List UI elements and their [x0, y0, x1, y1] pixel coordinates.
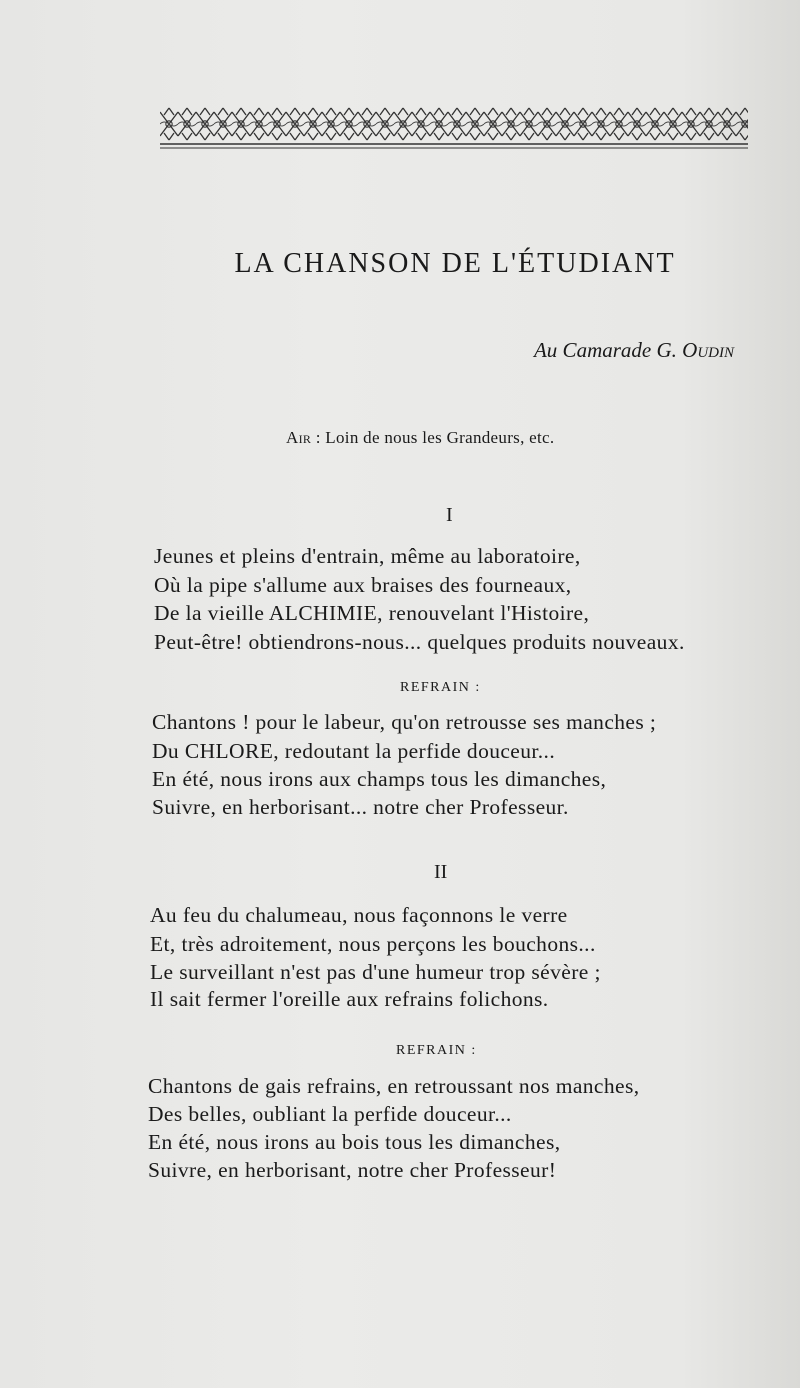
- dedication: [534, 338, 734, 363]
- refrain-line: En été, nous irons au bois tous les dimanches,: [148, 1130, 561, 1154]
- dedication-name: Oudin: [682, 338, 734, 362]
- section-numeral: II: [434, 861, 448, 883]
- refrain-line: Suivre, en herborisant, notre cher Professeur!: [148, 1158, 557, 1182]
- verse-line: Il sait fermer l'oreille aux refrains folichons.: [150, 987, 549, 1011]
- refrain-line: Du CHLORE, redoutant la perfide douceur...: [152, 739, 556, 763]
- verse-line: Jeunes et pleins d'entrain, même au laboratoire,: [154, 544, 581, 568]
- verse-line: De la vieille ALCHIMIE, renouvelant l'Histoire,: [154, 601, 590, 625]
- refrain-line: Chantons de gais refrains, en retroussant nos manches,: [148, 1074, 640, 1098]
- verse-line: Au feu du chalumeau, nous façonnons le verre: [150, 903, 568, 927]
- refrain-line: Suivre, en herborisant... notre cher Professeur.: [152, 795, 569, 819]
- verse-line: Le surveillant n'est pas d'une humeur trop sévère ;: [150, 960, 601, 984]
- air-note: [286, 428, 554, 448]
- verse-line: Peut-être! obtiendrons-nous... quelques produits nouveaux.: [154, 630, 685, 654]
- refrain-line: Chantons ! pour le labeur, qu'on retrousse ses manches ;: [152, 710, 657, 734]
- air-label: Air: [286, 428, 312, 447]
- refrain-label: REFRAIN :: [400, 680, 481, 695]
- refrain-label: REFRAIN :: [396, 1043, 477, 1058]
- section-numeral: I: [446, 504, 453, 526]
- air-text: : Loin de nous les Grandeurs, etc.: [311, 428, 555, 447]
- verse-line: Et, très adroitement, nous perçons les bouchons...: [150, 932, 596, 956]
- refrain-line: Des belles, oubliant la perfide douceur...: [148, 1102, 512, 1126]
- poem-title: LA CHANSON DE L'ÉTUDIANT: [234, 248, 676, 279]
- verse-line: Où la pipe s'allume aux braises des fourneaux,: [154, 573, 572, 597]
- decorative-header-band: [160, 106, 748, 156]
- refrain-line: En été, nous irons aux champs tous les dimanches,: [152, 767, 607, 791]
- dedication-prefix: Au Camarade G.: [533, 338, 683, 362]
